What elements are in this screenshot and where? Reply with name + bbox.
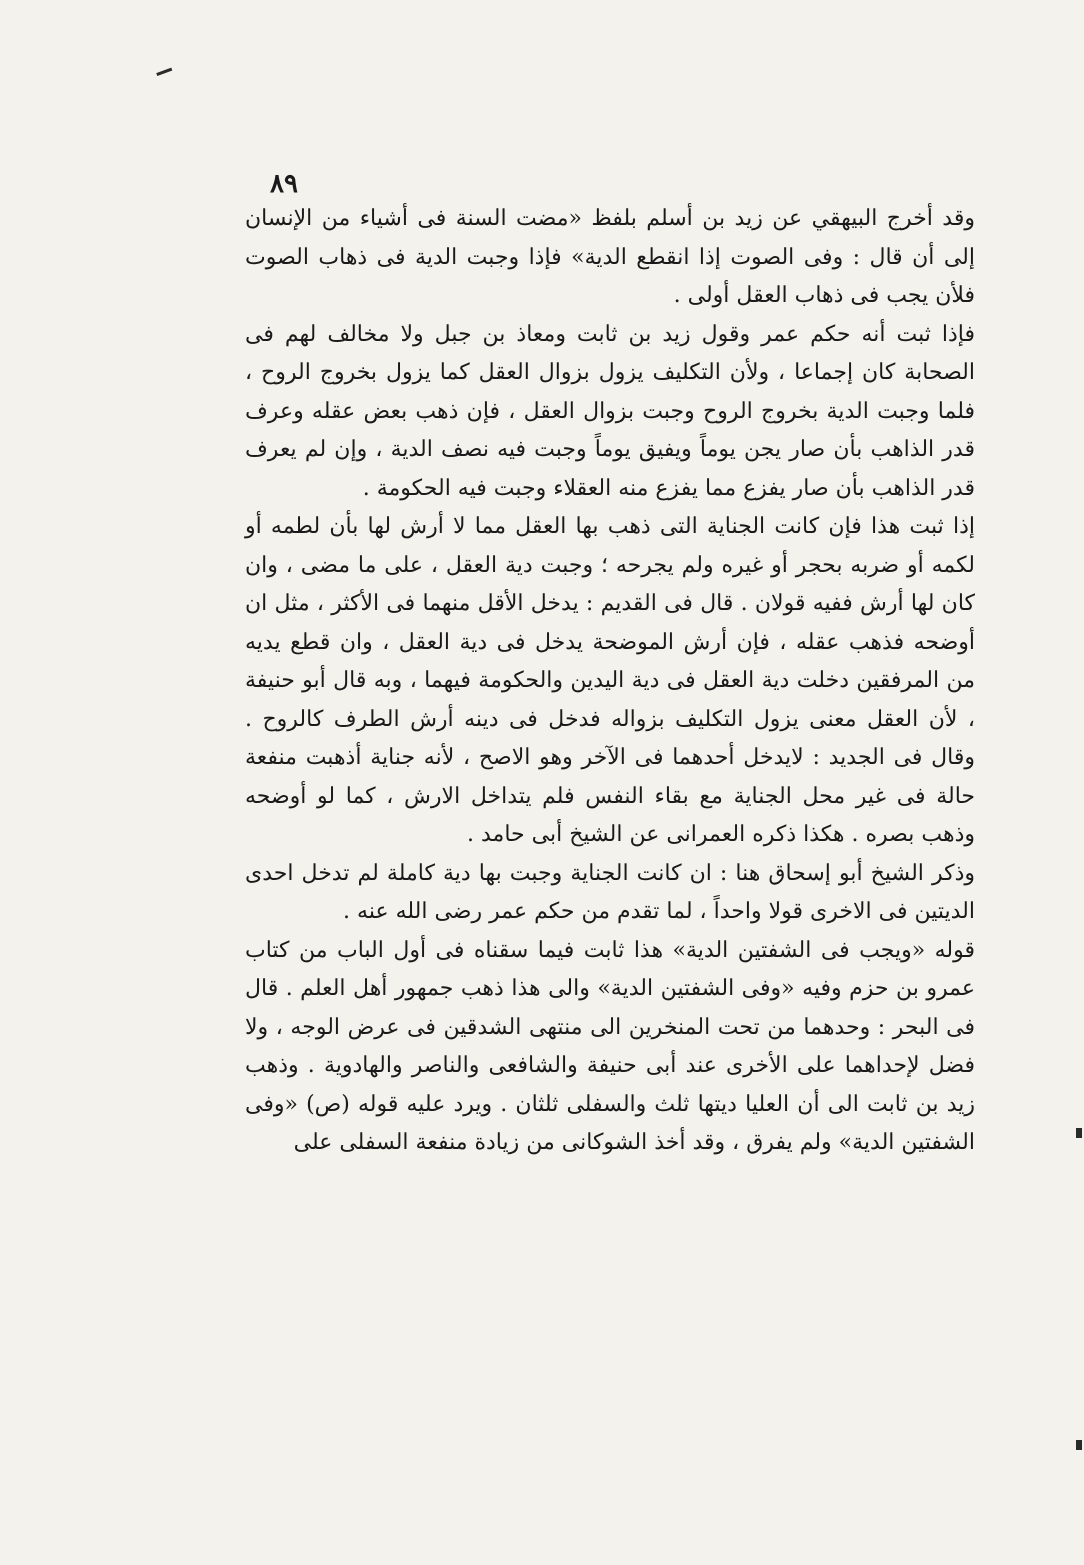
edge-mark-bottom bbox=[1076, 1440, 1082, 1450]
paragraph-1: وقد أخرج البيهقي عن زيد بن أسلم بلفظ «مضت السنة فى أشياء من الإنسان إلى أن قال : وفى الصوت إذا انقطع الدية» فإذا وجبت الدية فى ذهاب الصوت فلأن يجب فى ذهاب العقل أولى . bbox=[245, 206, 975, 308]
paragraph-4: وذكر الشيخ أبو إسحاق هنا : ان كانت الجناية وجبت بها دية كاملة لم تدخل احدى الديتين فى الاخرى قولا واحداً ، لما تقدم من حكم عمر رضى الله عنه . bbox=[245, 860, 975, 924]
paragraph-2: فإذا ثبت أنه حكم عمر وقول زيد بن ثابت ومعاذ بن جبل ولا مخالف لهم فى الصحابة كان إجماعا ، ولأن التكليف يزول بزوال العقل كما يزول بخروج الروح ، فلما وجبت الدية بخروج الروح وجبت بزوال العقل ، فإن ذهب بعض عقله وعرف قدر الذاهب بأن صار يجن يوماً ويفيق يوماً وجبت فيه نصف الدية ، وإن لم يعرف قدر الذاهب بأن صار يفزع مما يفزع منه العقلاء وجبت فيه الحكومة . bbox=[245, 321, 975, 501]
body-text bbox=[245, 200, 975, 1163]
ink-mark bbox=[156, 68, 175, 86]
edge-mark-top bbox=[1076, 1128, 1082, 1138]
paragraph-5: قوله «ويجب فى الشفتين الدية» هذا ثابت فيما سقناه فى أول الباب من كتاب عمرو بن حزم وفيه «وفى الشفتين الدية» والى هذا ذهب جمهور أهل العلم . قال فى البحر : وحدهما من تحت المنخرين الى منتهى الشدقين فى عرض الوجه ، ولا فضل لإحداهما على الأخرى عند أبى حنيفة والشافعى والناصر والهادوية . وذهب زيد بن ثابت الى أن العليا ديتها ثلث والسفلى ثلثان . ويرد عليه قوله (ص) «وفى الشفتين الدية» ولم يفرق ، وقد أخذ الشوكانى من زيادة منفعة السفلى على bbox=[245, 937, 975, 1155]
paragraph-3: إذا ثبت هذا فإن كانت الجناية التى ذهب بها العقل مما لا أرش لها بأن لطمه أو لكمه أو ضربه بحجر أو غيره ولم يجرحه ؛ وجبت دية العقل ، على ما مضى ، وان كان لها أرش ففيه قولان . قال فى القديم : يدخل الأقل منهما فى الأكثر ، مثل ان أوضحه فذهب عقله ، فإن أرش الموضحة يدخل فى دية العقل ، وان قطع يديه من المرفقين دخلت دية العقل فى دية اليدين والحكومة فيهما ، وبه قال أبو حنيفة ، لأن العقل معنى يزول التكليف بزواله فدخل فى دينه أرش الطرف كالروح . وقال فى الجديد : لايدخل أحدهما فى الآخر وهو الاصح ، لأنه جناية أذهبت منفعة حالة فى غير محل الجناية مع بقاء النفس فلم يتداخل الارش ، كما لو أوضحه وذهب بصره . هكذا ذكره العمرانى عن الشيخ أبى حامد . bbox=[245, 514, 975, 847]
page-number: ٨٩ bbox=[270, 169, 298, 199]
